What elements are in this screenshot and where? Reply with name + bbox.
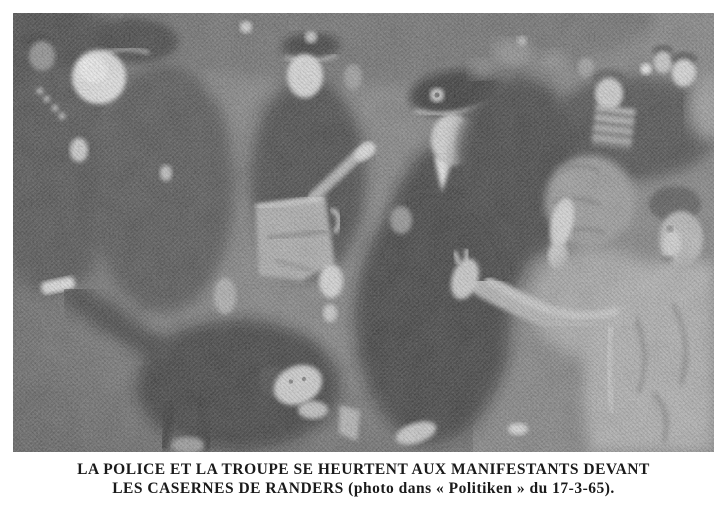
caption-line-1: LA POLICE ET LA TROUPE SE HEURTENT AUX MANIFESTANTS DEVANT (77, 461, 650, 478)
caption-line-2: LES CASERNES DE RANDERS (photo dans « Politiken » du 17-3-65). (112, 480, 615, 497)
film-grain-overlay (13, 13, 714, 452)
photo (13, 13, 714, 452)
photo-scene (13, 13, 714, 452)
photo-caption (0, 460, 727, 498)
